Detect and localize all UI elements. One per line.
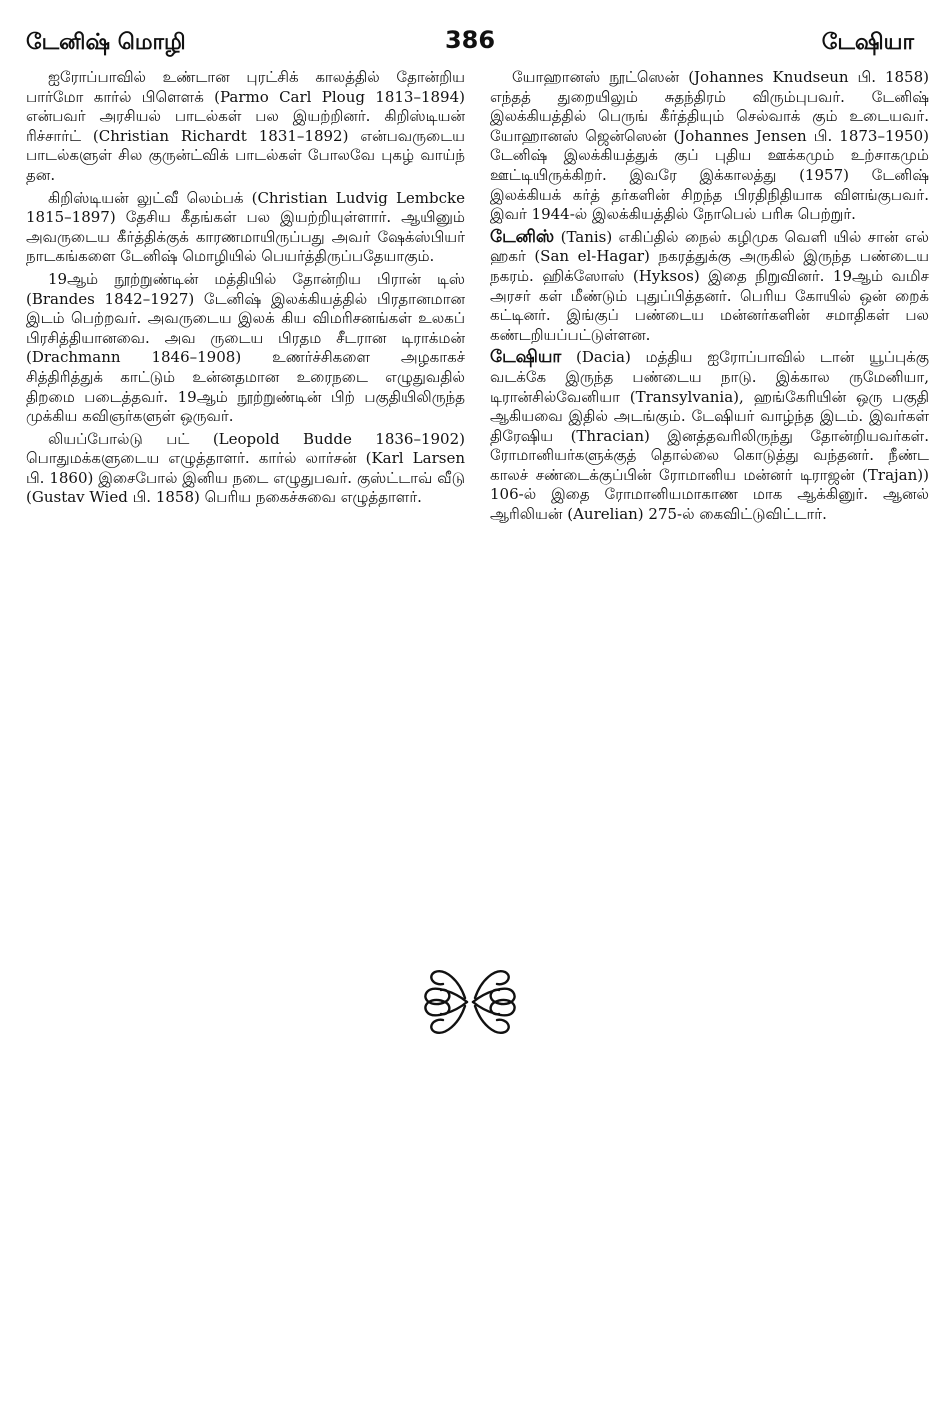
running-head-left: டேனிஷ் மொழி [26, 30, 186, 55]
page-number: 386 [444, 26, 496, 54]
entry-tanis-heading: டேனிஸ் [490, 226, 555, 247]
entry-tanis-text: (Tanis) எகிப்தில் நைல் கழிமுக வெளி யில் சான் எல் ஹகர் (San el-Hagar) நகரத்துக்கு அருகில் இருந்த பண்டைய நகரம். ஹிக்ஸோஸ் (Hyksos) இதை நிறுவினர். 19ஆம் வமிச அரசர் கள் மீண்டும் புதுப்பித்தனர். பெரிய கோயில் ஒன் றைக் கட்டினர். இங்குப் பண்டைய மன்னர்களின் சமாதிகள் பல கண்டறியப்பட்டுள்ளன. [490, 227, 929, 344]
paragraph-lembcke: கிறிஸ்டியன் லுட்வீ லெம்பக் (Christian Ludvig Lembcke 1815–1897) தேசிய கீதங்கள் பல இயற்றியுள்ளார். ஆயினும் அவருடைய கீர்த்திக்குக் காரணமாயிருப்பது அவர் ஷேக்ஸ்பியர் நாடகங்களை டேனிஷ் மொழியில் பெயர்த்திருப்பதேயாகும். [26, 188, 465, 266]
running-head-right: டேஷியா [821, 30, 914, 55]
entry-dacia-heading: டேஷியா [490, 347, 562, 368]
paragraph-budde-larsen-wied: லியப்போல்டு பட் (Leopold Budde 1836–1902) பொதுமக்களுடைய எழுத்தாளர். கார்ல் லார்சன் (Karl Larsen பி. 1860) இசைபோல் இனிய நடை எழுதுபவர். குஸ்ட்டாவ் வீடு (Gustav Wied பி. 1858) பெரிய நகைச்சுவை எழுத்தாளர். [26, 429, 465, 507]
entry-tanis [490, 228, 929, 346]
entry-dacia-text: (Dacia) மத்திய ஐரோப்பாவில் டான் யூப்புக்கு வடக்கே இருந்த பண்டைய நாடு. இக்கால ருமேனியா, டிரான்சில்வேனியா (Transylvania), ஹங்கேரியின் ஒரு பகுதி ஆகியவை இதில் அடங்கும். டேஷியர் வாழ்ந்த இடம். இவர்கள் திரேஷிய (Thracian) இனத்தவரிலிருந்து தோன்றியவர்கள். ரோமானியர்களுக்குத் தொல்லை கொடுத்து வந்தனர். நீண்ட காலச் சண்டைக்குப்பின் ரோமானிய மன்னர் டிராஜன் (Trajan)) 106-ல் இதை ரோமானியமாகாண மாக ஆக்கினுர். ஆனல் ஆரிலியன் (Aurelian) 275-ல் கைவிட்டுவிட்டார். [490, 348, 929, 524]
page-header [26, 26, 914, 66]
right-column [490, 68, 929, 528]
floral-ornament-icon [415, 962, 525, 1042]
left-column [26, 68, 465, 511]
paragraph-brandes-drachmann: 19ஆம் நூற்றுண்டின் மத்தியில் தோன்றிய பிரான் டிஸ் (Brandes 1842–1927) டேனிஷ் இலக்கியத்தில் பிரதானமான இடம் பெற்றவர். அவருடைய இலக் கிய விமரிசனங்கள் உலகப் பிரசித்தியானவை. அவ ருடைய பிரதம சீடரான டிராக்மன் (Drachmann 1846–1908) உணர்ச்சிகளை அழகாகச் சித்திரித்துக் காட்டும் உன்னதமான உரைநடை எழுதுவதில் திறமை படைத்தவர். 19ஆம் நூற்றுண்டின் பிற் பகுதியிலிருந்த முக்கிய கவிஞர்களுள் ஒருவர். [26, 269, 465, 426]
paragraph-knudsen-jensen: யோஹானஸ் நூட்ஸென் (Johannes Knudseun பி. 1858) எந்தத் துறையிலும் சுதந்திரம் விரும்புபவர். டேனிஷ் இலக்கியத்தில் பெருங் கீர்த்தியும் செல்வாக் கும் உடையவர். யோஹானஸ் ஜென்ஸென் (Johannes Jensen பி. 1873–1950) டேனிஷ் இலக்கியத்துக் குப் புதிய ஊக்கமும் உற்சாகமும் ஊட்டியிருக்கிறர். இவரே இக்காலத்து (1957) டேனிஷ் இலக்கியக் கர்த் தர்களின் சிறந்த பிரதிநிதியாக விளங்குபவர். இவர் 1944-ல் இலக்கியத்தில் நோபெல் பரிசு பெற்றுர். [490, 68, 929, 224]
paragraph-ploug-richardt: ஐரோப்பாவில் உண்டான புரட்சிக் காலத்தில் தோன்றிய பார்மோ கார்ல் பிளௌக் (Parmo Carl Ploug 1813–1894) என்பவர் அரசியல் பாடல்கள் பல இயற்றினர். கிறிஸ்டியன் ரிச்சார்ட் (Christian Richardt 1831–1892) என்பவருடைய பாடல்களுள் சில குருன்ட்விக் பாடல்கள் போலவே புகழ் வாய்ந் தன. [26, 68, 465, 184]
entry-dacia [490, 348, 929, 524]
